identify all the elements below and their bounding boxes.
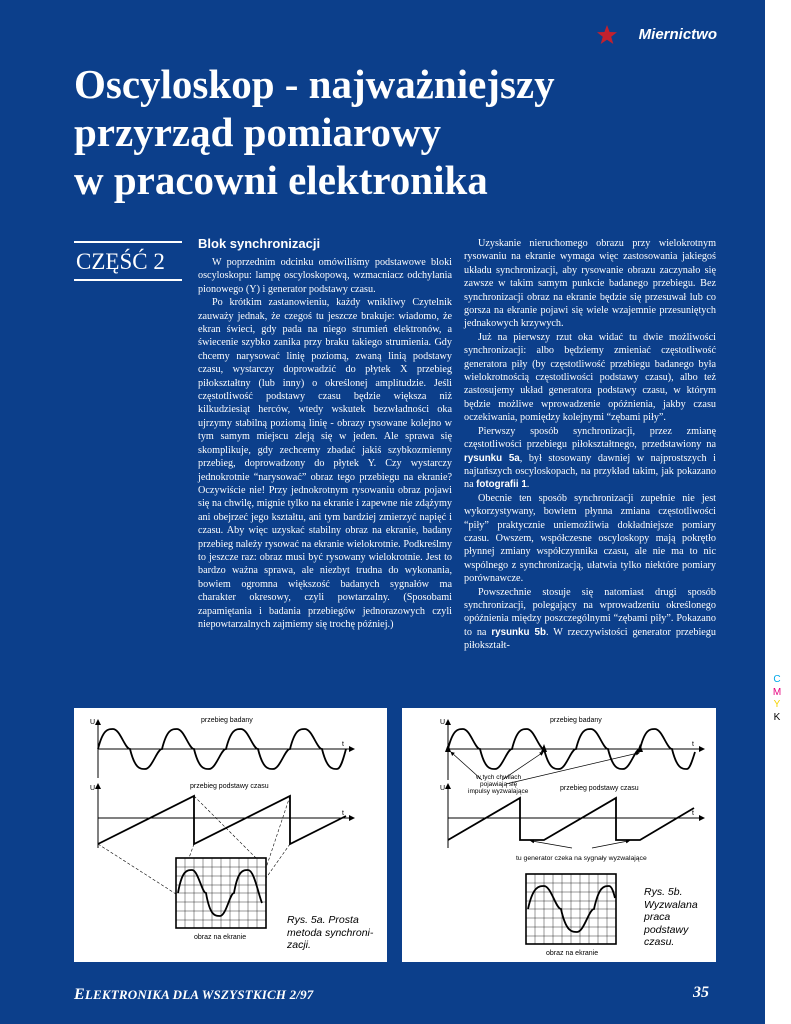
margin-strip [765,0,791,1024]
wait-label: tu generator czeka na sygnały wyzwalające [516,855,647,862]
trigger-points [445,744,643,752]
timebase-axes [98,786,352,848]
text-run: . [526,479,530,491]
screen-label: obraz na ekranie [546,950,599,957]
journal-initial: E [74,986,85,1003]
oscilloscope-screen [526,874,616,944]
axis-u-label: U [440,719,446,726]
page-number: 35 [693,984,709,1001]
signal-axes [448,722,702,780]
figure-reference: rysunku 5a [464,452,520,464]
text-run: , był stosowany dawniej w najprostszych i najtańszych oscyloskopach, na przykład takim, jak pokazano na [464,452,717,491]
axis-u-label: U [90,719,96,726]
text-run: Pierwszy sposób synchronizacji, przez zmianę częstotliwości przebiegu piłokształtnego, przedstawiony na [464,425,716,451]
color-registration-marks [770,674,784,724]
axis-t-label: t [692,810,694,817]
figure-5a [74,708,387,962]
signal-label: przebieg badany [550,717,602,724]
axis-t-label: t [342,741,344,748]
paragraph: W poprzednim odcinku omówiliśmy podstawowe bloki oscyloskopu: lampę oscyloskopową, wzmacniacz odchylania pionowego (Y) i generator podstawy czasu. [198,257,452,295]
axis-t-label: t [692,741,694,748]
triggered-sawtooth [448,798,694,840]
journal-footer [74,986,314,1004]
axis-u-label: U [440,785,446,792]
axis-t-label: t [342,810,344,817]
figure-reference: rysunku 5b [491,626,546,638]
paragraph: Obecnie ten sposób synchronizacji zupełnie nie jest wykorzystywany, bowiem płynna zmiana częstotliwości “piły” praktycznie uniemożliwia dokładniejsze pomiary czasu. Owszem, współczesne oscyloskopy mają pokrętło płynnej zmiany współczynnika czasu, ale nie ma to nic wspólnego z synchronizacją, ułatwia tylko niektóre pomiary porównawcze. [464,492,716,585]
black-mark: K [773,711,781,723]
section-subheading: Blok synchronizacji [198,236,321,251]
oscilloscope-screen [176,858,266,928]
section-label: Miernictwo [638,26,717,43]
part-label: CZĘŚĆ 2 [74,241,182,281]
star-icon [596,24,618,46]
text-column-1 [198,256,452,631]
paragraph: Po krótkim zastanowieniu, każdy wnikliwy Czytelnik zauważy jednak, że czegoś tu jeszcze brakuje: wiadomo, że ekran świeci, gdy pada na niego strumień elektronów, a świecenie szybko zanika przy braku takiego strumienia. Gdy chcemy narysować linię poziomą, zwaną linią podstawy czasu, wystarczy doprowadzić do płytek X przebieg piłokształtny (lub inny) o określonej amplitudzie. Jeśli częstotliwość podstawy czasu będzie większa niż kilkudziesiąt herców, wtedy wskutek bezwładności oka ujrzymy stabilną poziomą linię - obrazy rysowane kolejno w tym samym miejscu zleją się w jeden. Ale sprawa się skomplikuje, gdy zechcemy zbadać jakiś szybkozmienny przebieg, doprowadzony do płytek Y. Czy wystarczy jednokrotnie “narysować” obraz tego przebiegu na ekranie? Oczywiście nie! Przy jednokrotnym rysowaniu obraz pojawi się na chwilę, mignie tylko na ekranie i zapewne nie zdążymy ani obejrzeć jego kształtu, ani tym bardziej zmierzyć napięć i czasu. Aby więc uzyskać stabilny obraz na ekranie, badany przebieg należy rysować na ekranie wielokrotnie. Podkreślmy to jeszcze raz: obraz musi być rysowany wielokrotnie. Jest to bardzo ważna sprawa, ale niezbyt trudna do wykonania, bowiem ogromna większość badanych sygnałów ma charakter okresowy, czyli powtarzalny. (Sposobami zapamiętania i badania przebiegów jednorazowych czyli niepowtarzalnych zajmiemy się trochę później.) [198,297,452,630]
figure-5b [402,708,716,962]
photo-reference: fotografii 1 [476,479,527,491]
cyan-mark: C [773,674,781,685]
pulses-label: pojawiają się [480,781,518,788]
magenta-mark: M [772,686,782,698]
signal-label: przebieg badany [201,717,253,724]
text-run: Powszechnie stosuje się natomiast drugi sposób synchronizacji, polegający na wprowadzeniu określonego opóźnienia między poszczególnymi “zębami piły”. Pokazano to na [464,586,716,638]
paragraph: Już na pierwszy rzut oka widać tu dwie możliwości synchronizacji: albo będziemy zmieniać częstotliwość generatora piły (by częstotliwość przebiegu badanego była wielokrotnością częstotliwości podstawy czasu), albo też zastosujemy układ generatora podstawy czasu, w którym będzie możliwe wprowadzenie opóźnienia, jakby czasu oczekiwania, pomiędzy kolejnymi “zębami piły”. [464,331,716,424]
paragraph [464,425,716,492]
axis-u-label: U [90,785,96,792]
timebase-label: przebieg podstawy czasu [560,785,639,792]
text-column-2 [464,237,716,653]
wait-arrows [532,841,628,848]
pulses-label: w tych chwilach [476,774,522,781]
sawtooth-wave [98,796,346,844]
pulses-label: impulsy wyzwalające [468,788,529,795]
screen-label: obraz na ekranie [194,934,247,941]
paragraph: Uzyskanie nieruchomego obrazu przy wielokrotnym rysowaniu na ekranie wymaga więc zastosowania jakiegoś układu synchronizacji, aby rysowanie obrazu zaczynało się zawsze w takim samym punkcie badanego przebiegu. Bez synchronizacji obraz na ekranie będzie się przesuwał lub co gorsza na ekranie pojawi się wiele wzajemnie przesuniętych jednakowych krzywych. [464,238,716,330]
figure-caption: Rys. 5b. Wyzwalana praca podstawy czasu. [644,886,698,948]
yellow-mark: Y [773,699,781,710]
text-run: . W rzeczywistości generator przebiegu piłokształt- [464,626,716,652]
article-title: Oscyloskop - najważniejszy przyrząd pomiarowy w pracowni elektronika [74,61,555,203]
journal-name: LEKTRONIKA DLA WSZYSTKICH 2/97 [84,987,314,1002]
timebase-label: przebieg podstawy czasu [190,783,269,790]
figure-caption: Rys. 5a. Prosta metoda synchroni- zacji. [287,914,374,951]
paragraph [464,586,716,653]
